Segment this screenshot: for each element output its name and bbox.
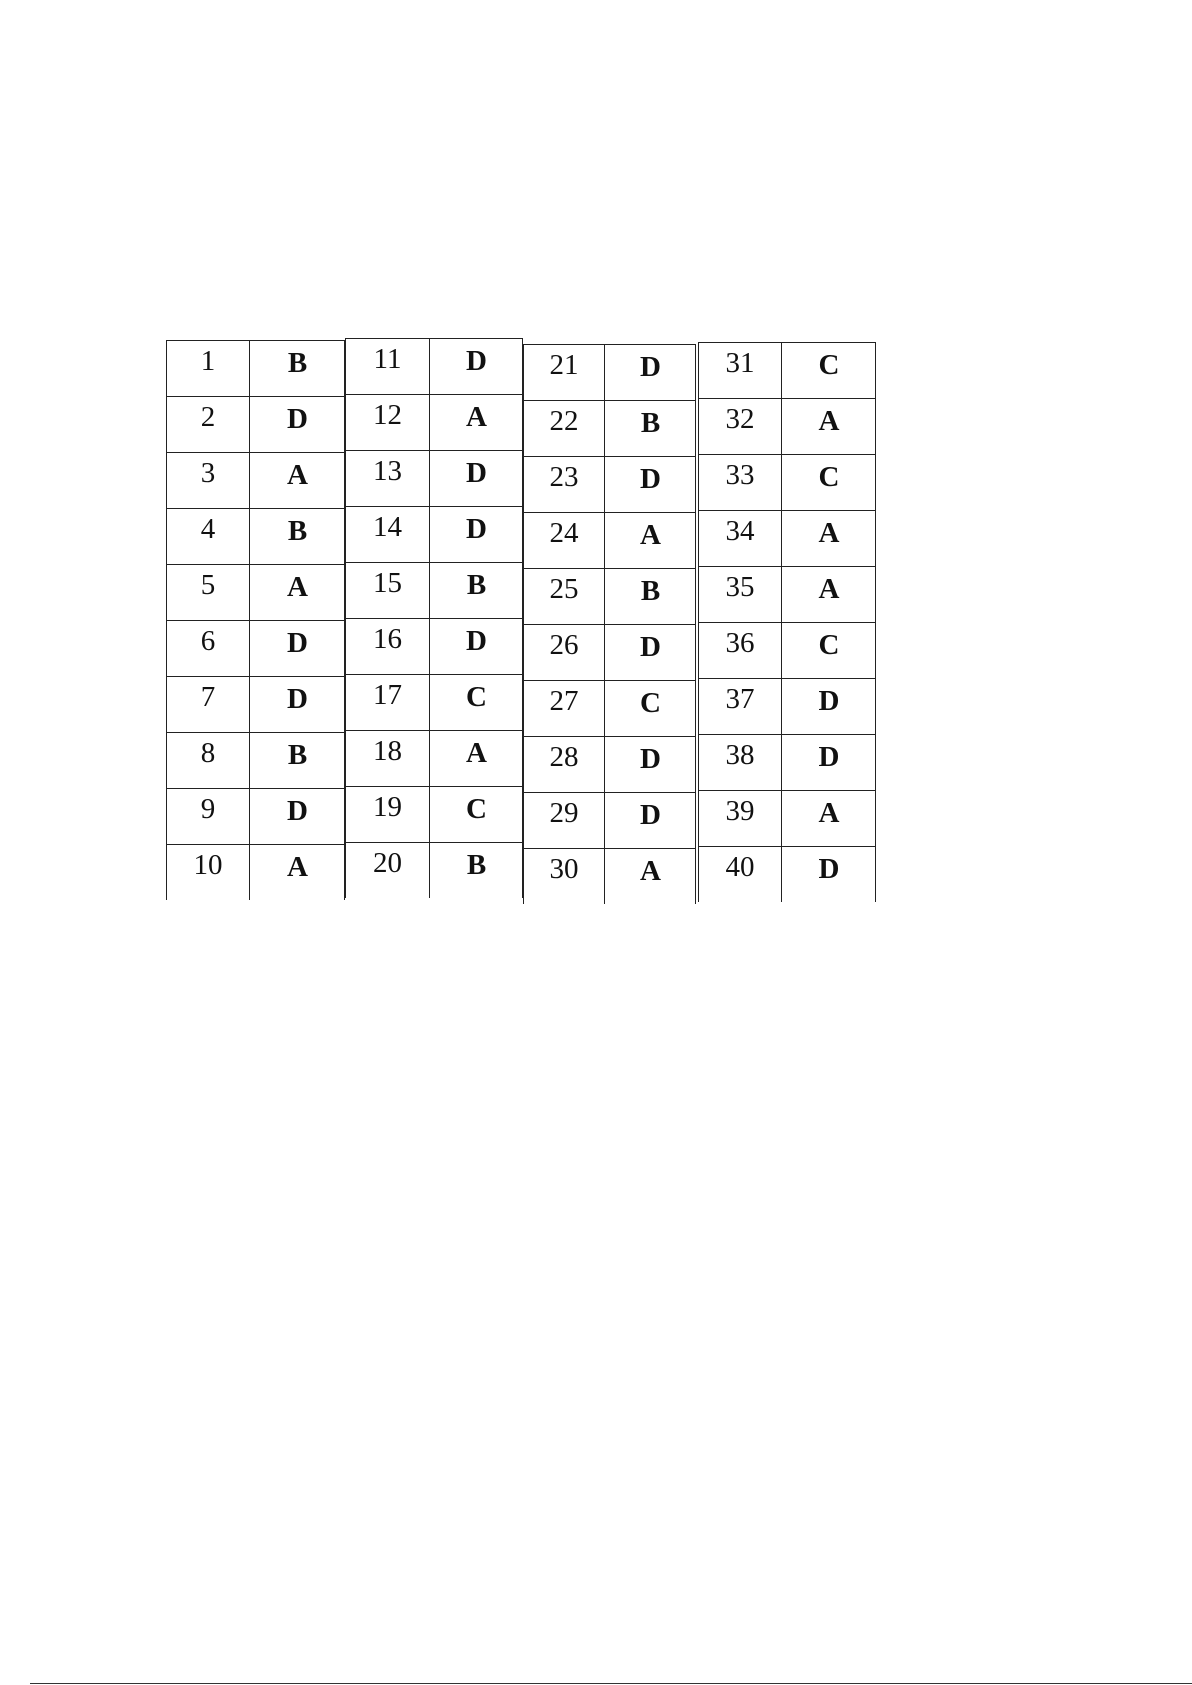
answer-row xyxy=(699,735,875,791)
answer-letter: A xyxy=(287,459,308,491)
answer-letter: A xyxy=(640,519,661,551)
answer-row xyxy=(524,625,695,681)
question-number: 21 xyxy=(549,349,579,381)
question-number: 23 xyxy=(549,461,579,493)
answer-letter: B xyxy=(640,407,661,439)
answer-letter: B xyxy=(466,849,487,881)
answer-letter: C xyxy=(818,349,840,381)
answer-row xyxy=(699,623,875,679)
question-number: 2 xyxy=(200,401,216,433)
question-number: 8 xyxy=(200,737,216,769)
question-number: 36 xyxy=(725,627,755,659)
answer-letter: D xyxy=(818,853,840,885)
answer-row xyxy=(346,675,522,731)
question-number: 40 xyxy=(725,851,755,883)
answer-row xyxy=(524,849,695,905)
answer-row xyxy=(524,513,695,569)
question-number: 31 xyxy=(725,347,755,379)
question-number: 7 xyxy=(200,681,216,713)
answer-letter: B xyxy=(640,575,661,607)
answer-row xyxy=(699,791,875,847)
answer-row xyxy=(167,341,344,397)
question-number: 10 xyxy=(193,849,223,881)
answer-letter: D xyxy=(466,345,487,377)
question-number: 38 xyxy=(725,739,755,771)
question-number: 5 xyxy=(200,569,216,601)
question-number: 20 xyxy=(373,847,402,879)
answer-letter: D xyxy=(640,799,661,831)
answer-row xyxy=(167,397,344,453)
answer-row xyxy=(346,619,522,675)
question-number: 4 xyxy=(200,513,216,545)
answer-letter: D xyxy=(287,403,308,435)
answer-letter: D xyxy=(640,351,661,383)
answer-letter: D xyxy=(287,627,308,659)
answer-letter: B xyxy=(287,739,308,771)
question-number: 28 xyxy=(549,741,579,773)
answer-column-1 xyxy=(166,340,345,900)
question-number: 35 xyxy=(725,571,755,603)
answer-row xyxy=(524,457,695,513)
answer-letter: C xyxy=(466,681,487,713)
answer-row xyxy=(167,565,344,621)
answer-letter: D xyxy=(287,795,308,827)
answer-row xyxy=(524,569,695,625)
question-number: 34 xyxy=(725,515,755,547)
answer-row xyxy=(167,621,344,677)
question-number: 19 xyxy=(373,791,402,823)
answer-row xyxy=(346,451,522,507)
answer-letter: B xyxy=(466,569,487,601)
answer-letter: C xyxy=(466,793,487,825)
answer-column-3 xyxy=(523,344,696,904)
question-number: 25 xyxy=(549,573,579,605)
answer-row xyxy=(524,793,695,849)
answer-row xyxy=(699,399,875,455)
answer-letter: B xyxy=(287,515,308,547)
answer-letter: A xyxy=(466,401,487,433)
answer-row xyxy=(524,401,695,457)
answer-row xyxy=(524,737,695,793)
question-number: 16 xyxy=(373,623,402,655)
answer-letter: D xyxy=(466,625,487,657)
question-number: 6 xyxy=(200,625,216,657)
answer-letter: C xyxy=(640,687,661,719)
question-number: 39 xyxy=(725,795,755,827)
question-number: 14 xyxy=(373,511,402,543)
answer-row xyxy=(524,345,695,401)
answer-letter: C xyxy=(818,461,840,493)
answer-letter: A xyxy=(640,855,661,887)
question-number: 18 xyxy=(373,735,402,767)
question-number: 26 xyxy=(549,629,579,661)
answer-row xyxy=(167,453,344,509)
question-number: 22 xyxy=(549,405,579,437)
answer-column-2 xyxy=(345,338,523,898)
question-number: 15 xyxy=(373,567,402,599)
answer-row xyxy=(346,339,522,395)
answer-column-4 xyxy=(698,342,876,902)
answer-row xyxy=(346,731,522,787)
answer-letter: D xyxy=(466,457,487,489)
question-number: 30 xyxy=(549,853,579,885)
question-number: 9 xyxy=(200,793,216,825)
question-number: 24 xyxy=(549,517,579,549)
answer-letter: A xyxy=(287,851,308,883)
answer-letter: D xyxy=(818,685,840,717)
answer-letter: D xyxy=(818,741,840,773)
answer-row xyxy=(167,789,344,845)
answer-letter: D xyxy=(640,463,661,495)
answer-letter: C xyxy=(818,629,840,661)
answer-row xyxy=(167,845,344,901)
answer-row xyxy=(167,733,344,789)
page-bottom-rule xyxy=(30,1683,1192,1684)
answer-row xyxy=(699,455,875,511)
answer-letter: B xyxy=(287,347,308,379)
answer-letter: A xyxy=(818,517,840,549)
answer-row xyxy=(346,787,522,843)
answer-row xyxy=(524,681,695,737)
answer-row xyxy=(699,847,875,903)
answer-row xyxy=(346,507,522,563)
answer-letter: A xyxy=(466,737,487,769)
answer-row xyxy=(699,679,875,735)
answer-letter: A xyxy=(287,571,308,603)
question-number: 29 xyxy=(549,797,579,829)
question-number: 32 xyxy=(725,403,755,435)
question-number: 3 xyxy=(200,457,216,489)
question-number: 13 xyxy=(373,455,402,487)
question-number: 1 xyxy=(200,345,216,377)
answer-letter: D xyxy=(287,683,308,715)
answer-row xyxy=(699,511,875,567)
answer-letter: D xyxy=(640,743,661,775)
question-number: 37 xyxy=(725,683,755,715)
answer-row xyxy=(167,509,344,565)
answer-letter: D xyxy=(466,513,487,545)
answer-row xyxy=(699,567,875,623)
question-number: 27 xyxy=(549,685,579,717)
question-number: 17 xyxy=(373,679,402,711)
question-number: 12 xyxy=(373,399,402,431)
answer-row xyxy=(167,677,344,733)
question-number: 11 xyxy=(373,343,402,375)
answer-letter: A xyxy=(818,797,840,829)
answer-row xyxy=(699,343,875,399)
answer-row xyxy=(346,395,522,451)
answer-letter: A xyxy=(818,573,840,605)
answer-letter: A xyxy=(818,405,840,437)
answer-row xyxy=(346,843,522,899)
answer-letter: D xyxy=(640,631,661,663)
question-number: 33 xyxy=(725,459,755,491)
answer-row xyxy=(346,563,522,619)
